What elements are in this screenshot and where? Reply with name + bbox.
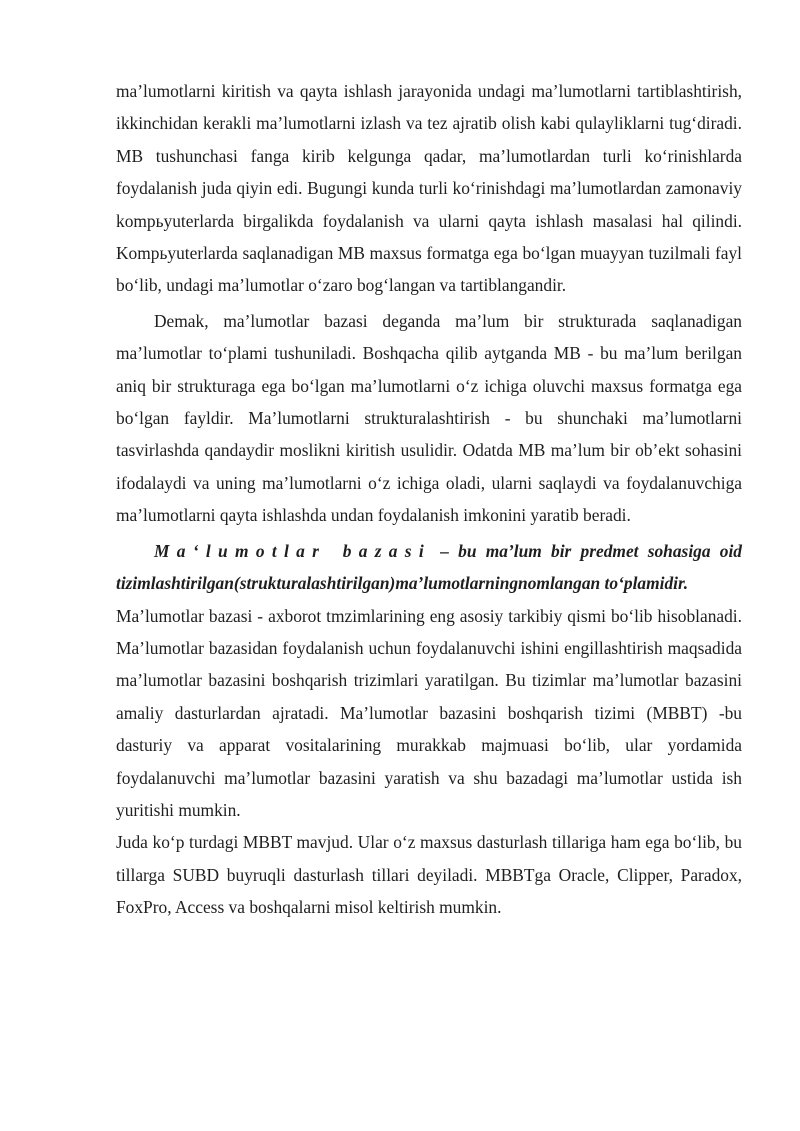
paragraph-2: Demak, ma’lumotlar bazasi deganda ma’lum bir strukturada saqlanadigan ma’lumotlar to‘plami tushuniladi. Boshqacha qilib aytganda MB - bu ma’lum berilgan aniq bir strukturaga ega bo‘lgan ma’lumotlarni o‘z ichiga oluvchi maxsus formatga ega bo‘lgan fayldir. Ma’lumotlarni strukturalashtirish - bu shunchaki ma’lumotlarni tasvirlashda qandaydir moslikni kiritish usulidir. Odatda MB ma’lum bir ob’ekt sohasini ifodalaydi va uning ma’lumotlarni o‘z ichiga oladi, ularni saqlaydi va foydalanuvchiga ma’lumotlarni qayta ishlashda undan foydalanish imkonini yaratib beradi. [116, 310, 742, 526]
paragraph-1: ma’lumotlarni kiritish va qayta ishlash jarayonida undagi ma’lumotlarni tartiblashtirish, ikkinchidan kerakli ma’lumotlarni izlash va tez ajratib olish kabi qulayliklarni tug‘diradi. MB tushunchasi fanga kirib kelgunga qadar, ma’lumotlardan turli ko‘rinishlarda foydalanish juda qiyin edi. Bugungi kunda turli ko‘rinishdagi ma’lumotlardan zamonaviy kompьyuterlarda birgalikda foydalanish va ularni qayta ishlash masalasi hal qilindi. Kompьyuterlarda saqlanadigan MB maxsus formatga ega bo‘lgan muayyan tuzilmali fayl bo‘lib, undagi ma’lumotlar o‘zaro bog‘langan va tartiblangandir. [116, 81, 742, 296]
paragraph-4: Juda ko‘p turdagi MBBT mavjud. Ular o‘z maxsus dasturlash tillariga ham ega bo‘lib, bu tillarga SUBD buyruqli dasturlash tillari deyiladi. MBBTga Oracle, Clipper, Paradox, FoxPro, Access va boshqalarni misol keltirish mumkin. [116, 832, 742, 918]
definition-term: Ma‘lumotlar bazasi [154, 540, 432, 561]
paragraph-3: Ma’lumotlar bazasi - axborot tmzimlarining eng asosiy tarkibiy qismi bo‘lib hisoblanadi. Ma’lumotlar bazasidan foydalanish uchun foydalanuvchi ishini engillashtirish maqsadida ma’lumotlar bazasini boshqarish trizimlari yaratilgan. Bu tizimlar ma’lumotlar bazasini amaliy dasturlardan ajratadi. Ma’lumotlar bazasini boshqarish tizimi (MBBT) -bu dasturiy va apparat vositalarining murakkab majmuasi bo‘lib, ular yordamida foydalanuvchi ma’lumotlar bazasini yaratish va shu bazadagi ma’lumotlar ustida ish yuritishi mumkin. [116, 605, 742, 820]
definition-text: – bu ma’lum bir predmet sohasiga oid tizimlashtirilgan(strukturalashtirilgan)ma’lumotlarningnomlangan to‘plamidir. [116, 540, 742, 594]
definition-paragraph [116, 535, 742, 600]
document-page [116, 75, 742, 924]
